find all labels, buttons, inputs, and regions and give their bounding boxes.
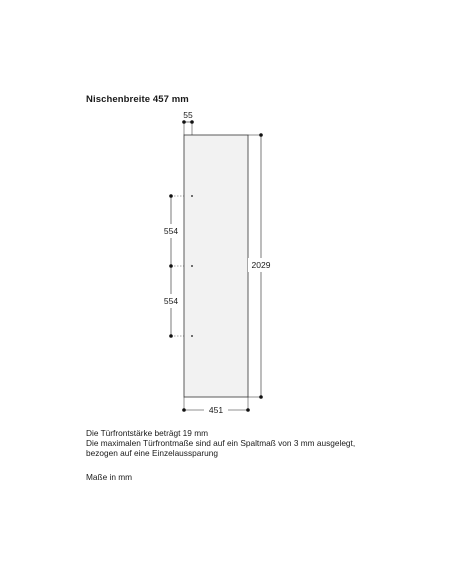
width-label: 451 (208, 405, 224, 415)
dim-dot (169, 264, 173, 268)
dim-dot (182, 120, 186, 124)
notes-block (86, 428, 355, 458)
dim-dot (169, 194, 173, 198)
height-label: 2029 (251, 260, 271, 270)
hinge-spacing-lower-label: 554 (163, 296, 179, 306)
hinge-marker (191, 195, 193, 197)
hinge-marker (191, 265, 193, 267)
note-line: bezogen auf eine Einzelaussparung (86, 448, 218, 458)
hinge-spacing-upper-label: 554 (163, 226, 179, 236)
dim-dot (259, 133, 263, 137)
page-title: Nischenbreite 457 mm (86, 94, 189, 105)
top-offset-label: 55 (183, 110, 193, 120)
dim-dot (182, 408, 186, 412)
door-panel (184, 135, 248, 397)
dim-dot (259, 395, 263, 399)
dim-dot (190, 120, 194, 124)
note-line: Die maximalen Türfrontmaße sind auf ein Spaltmaß von 3 mm ausgelegt, (86, 438, 356, 448)
hinge-marker (191, 335, 193, 337)
units-note: Maße in mm (86, 472, 133, 482)
dim-dot (246, 408, 250, 412)
note-line: Die Türfrontstärke beträgt 19 mm (86, 428, 209, 438)
dim-dot (169, 334, 173, 338)
